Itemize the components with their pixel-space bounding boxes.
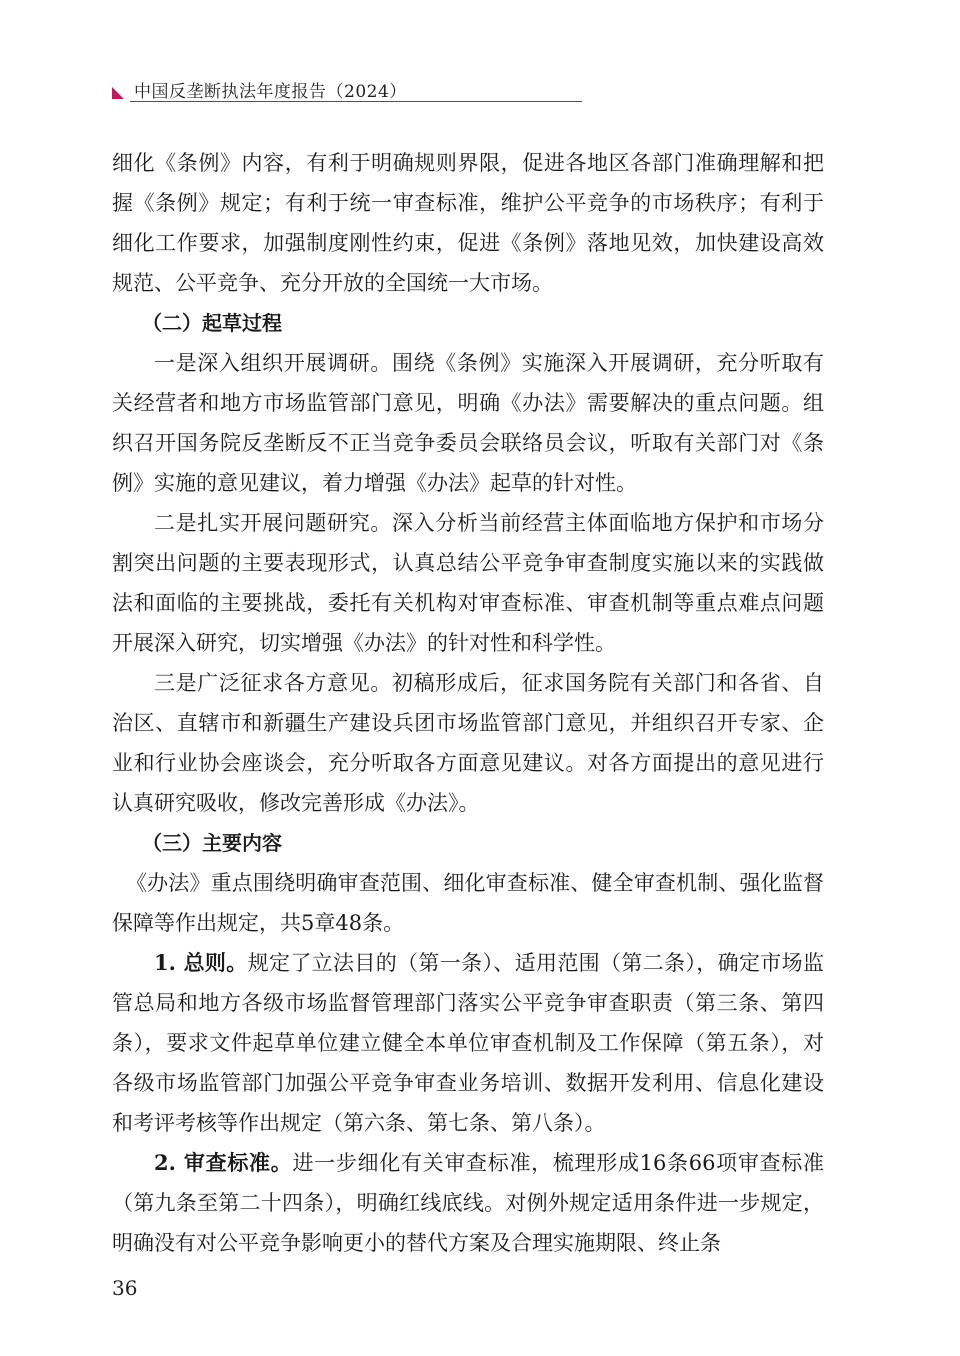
paragraph-7-lead: 2. 审查标准。	[154, 1150, 293, 1175]
paragraph-3: 二是扎实开展问题研究。深入分析当前经营主体面临地方保护和市场分割突出问题的主要表现形式，认真总结公平竞争审查制度实施以来的实践做法和面临的主要挑战，委托有关机构对审查标准、审查机制等重点难点问题开展深入研究，切实增强《办法》的针对性和科学性。	[112, 511, 824, 655]
header-rule	[130, 101, 582, 102]
paragraph-1: 细化《条例》内容，有利于明确规则界限，促进各地区各部门准确理解和把握《条例》规定；有利于统一审查标准，维护公平竞争的市场秩序；有利于细化工作要求，加强制度刚性约束，促进《条例》落地见效，加快建设高效规范、公平竞争、充分开放的全国统一大市场。	[112, 151, 824, 295]
paragraph-6	[112, 943, 824, 1143]
section-heading-2: （二）起草过程	[142, 311, 282, 335]
page-number: 36	[112, 1276, 138, 1300]
main-content	[112, 143, 824, 1263]
running-header	[112, 74, 582, 106]
header-triangle-mark	[112, 87, 124, 99]
paragraph-2: 一是深入组织开展调研。围绕《条例》实施深入开展调研，充分听取有关经营者和地方市场监管部门意见，明确《办法》需要解决的重点问题。组织召开国务院反垄断反不正当竞争委员会联络员会议，听取有关部门对《条例》实施的意见建议，着力增强《办法》起草的针对性。	[112, 351, 824, 495]
paragraph-7	[112, 1143, 824, 1263]
section-heading-3: （三）主要内容	[142, 831, 282, 855]
paragraph-5: 《办法》重点围绕明确审查范围、细化审查标准、健全审查机制、强化监督保障等作出规定，共5章48条。	[112, 871, 824, 935]
paragraph-7-body: 进一步细化有关审查标准，梳理形成16条66项审查标准（第九条至第二十四条），明确红线底线。对例外规定适用条件进一步规定，明确没有对公平竞争影响更小的替代方案及合理实施期限、终止条	[112, 1151, 824, 1255]
header-title: 中国反垄断执法年度报告（2024）	[134, 82, 407, 102]
paragraph-4: 三是广泛征求各方意见。初稿形成后，征求国务院有关部门和各省、自治区、直辖市和新疆生产建设兵团市场监管部门意见，并组织召开专家、企业和行业协会座谈会，充分听取各方面意见建议。对各方面提出的意见进行认真研究吸收，修改完善形成《办法》。	[112, 671, 824, 815]
paragraph-6-lead: 1. 总则。	[154, 950, 248, 975]
paragraph-6-body: 规定了立法目的（第一条）、适用范围（第二条），确定市场监管总局和地方各级市场监督管理部门落实公平竞争审查职责（第三条、第四条），要求文件起草单位建立健全本单位审查机制及工作保障（第五条），对各级市场监管部门加强公平竞争审查业务培训、数据开发利用、信息化建设和考评考核等作出规定（第六条、第七条、第八条）。	[112, 951, 824, 1135]
